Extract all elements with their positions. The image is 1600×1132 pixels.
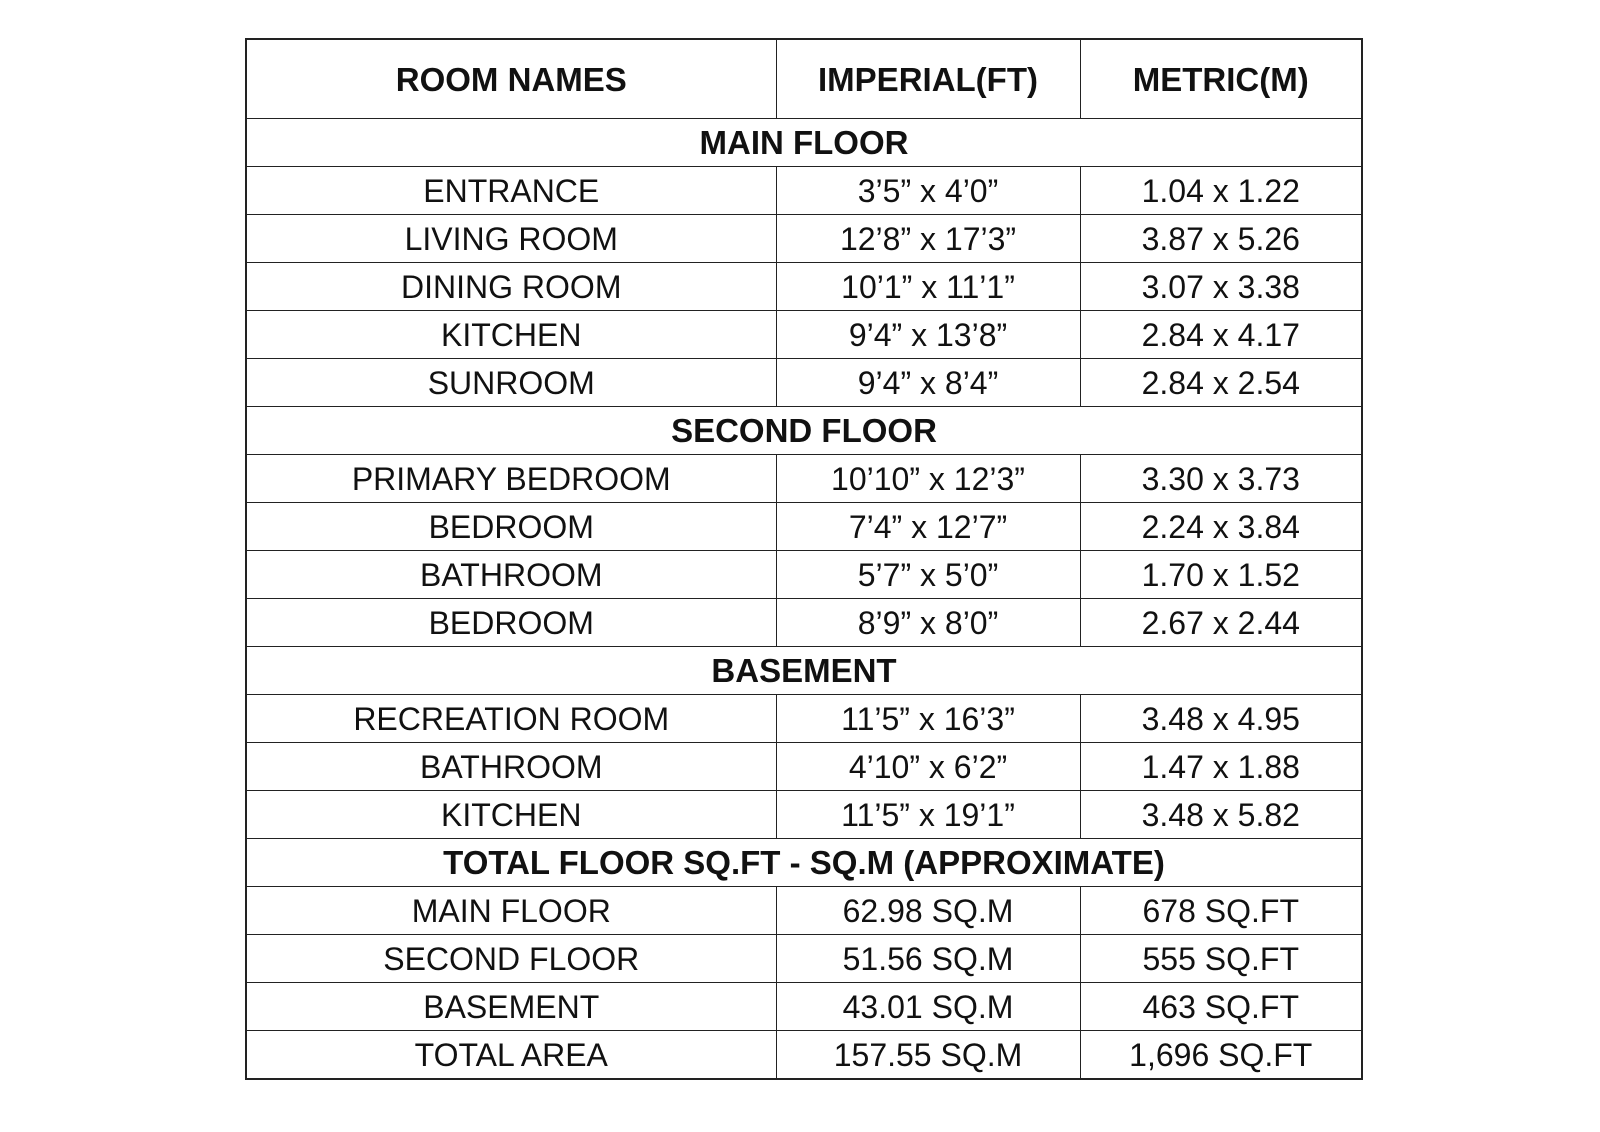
imperial-cell: 11’5” x 19’1” <box>776 791 1080 839</box>
metric-cell: 3.07 x 3.38 <box>1080 263 1362 311</box>
section-row-totals <box>246 839 1362 887</box>
area-sqft-cell: 1,696 SQ.FT <box>1080 1031 1362 1080</box>
table-row <box>246 695 1362 743</box>
imperial-cell: 10’10” x 12’3” <box>776 455 1080 503</box>
imperial-cell: 8’9” x 8’0” <box>776 599 1080 647</box>
metric-cell: 1.04 x 1.22 <box>1080 167 1362 215</box>
section-title-second-floor: SECOND FLOOR <box>246 407 1362 455</box>
column-header-room-names: ROOM NAMES <box>246 39 776 119</box>
table-row <box>246 311 1362 359</box>
metric-cell: 2.67 x 2.44 <box>1080 599 1362 647</box>
area-sqm-cell: 43.01 SQ.M <box>776 983 1080 1031</box>
imperial-cell: 7’4” x 12’7” <box>776 503 1080 551</box>
imperial-cell: 10’1” x 11’1” <box>776 263 1080 311</box>
table-row <box>246 359 1362 407</box>
table-row-total-area <box>246 1031 1362 1080</box>
room-name-cell: KITCHEN <box>246 311 776 359</box>
metric-cell: 3.30 x 3.73 <box>1080 455 1362 503</box>
imperial-cell: 5’7” x 5’0” <box>776 551 1080 599</box>
imperial-cell: 9’4” x 8’4” <box>776 359 1080 407</box>
room-name-cell: BEDROOM <box>246 503 776 551</box>
metric-cell: 2.84 x 4.17 <box>1080 311 1362 359</box>
room-name-cell: DINING ROOM <box>246 263 776 311</box>
room-name-cell: KITCHEN <box>246 791 776 839</box>
table-row <box>246 887 1362 935</box>
imperial-cell: 9’4” x 13’8” <box>776 311 1080 359</box>
table-row <box>246 263 1362 311</box>
section-title-totals: TOTAL FLOOR SQ.FT - SQ.M (APPROXIMATE) <box>246 839 1362 887</box>
section-row-basement <box>246 647 1362 695</box>
floor-name-cell: SECOND FLOOR <box>246 935 776 983</box>
room-name-cell: SUNROOM <box>246 359 776 407</box>
table-row <box>246 743 1362 791</box>
column-header-metric: METRIC(M) <box>1080 39 1362 119</box>
room-name-cell: ENTRANCE <box>246 167 776 215</box>
metric-cell: 1.70 x 1.52 <box>1080 551 1362 599</box>
room-name-cell: LIVING ROOM <box>246 215 776 263</box>
metric-cell: 3.48 x 4.95 <box>1080 695 1362 743</box>
room-name-cell: BEDROOM <box>246 599 776 647</box>
table-row <box>246 935 1362 983</box>
table-row <box>246 551 1362 599</box>
table-row <box>246 599 1362 647</box>
table-row <box>246 455 1362 503</box>
metric-cell: 2.84 x 2.54 <box>1080 359 1362 407</box>
room-name-cell: BATHROOM <box>246 551 776 599</box>
section-row-main-floor <box>246 119 1362 167</box>
section-row-second-floor <box>246 407 1362 455</box>
table-row <box>246 215 1362 263</box>
area-sqft-cell: 555 SQ.FT <box>1080 935 1362 983</box>
room-name-cell: PRIMARY BEDROOM <box>246 455 776 503</box>
floor-name-cell: MAIN FLOOR <box>246 887 776 935</box>
area-sqm-cell: 51.56 SQ.M <box>776 935 1080 983</box>
room-name-cell: RECREATION ROOM <box>246 695 776 743</box>
imperial-cell: 12’8” x 17’3” <box>776 215 1080 263</box>
room-sizes-table <box>245 38 1363 1080</box>
floor-name-cell: BASEMENT <box>246 983 776 1031</box>
area-sqft-cell: 678 SQ.FT <box>1080 887 1362 935</box>
floor-name-cell: TOTAL AREA <box>246 1031 776 1080</box>
metric-cell: 1.47 x 1.88 <box>1080 743 1362 791</box>
metric-cell: 2.24 x 3.84 <box>1080 503 1362 551</box>
table-row <box>246 791 1362 839</box>
section-title-basement: BASEMENT <box>246 647 1362 695</box>
section-title-main-floor: MAIN FLOOR <box>246 119 1362 167</box>
area-sqm-cell: 62.98 SQ.M <box>776 887 1080 935</box>
imperial-cell: 3’5” x 4’0” <box>776 167 1080 215</box>
table-row <box>246 503 1362 551</box>
table-row <box>246 167 1362 215</box>
area-sqm-cell: 157.55 SQ.M <box>776 1031 1080 1080</box>
room-name-cell: BATHROOM <box>246 743 776 791</box>
metric-cell: 3.87 x 5.26 <box>1080 215 1362 263</box>
metric-cell: 3.48 x 5.82 <box>1080 791 1362 839</box>
area-sqft-cell: 463 SQ.FT <box>1080 983 1362 1031</box>
header-row <box>246 39 1362 119</box>
column-header-imperial: IMPERIAL(FT) <box>776 39 1080 119</box>
imperial-cell: 4’10” x 6’2” <box>776 743 1080 791</box>
imperial-cell: 11’5” x 16’3” <box>776 695 1080 743</box>
table-row <box>246 983 1362 1031</box>
